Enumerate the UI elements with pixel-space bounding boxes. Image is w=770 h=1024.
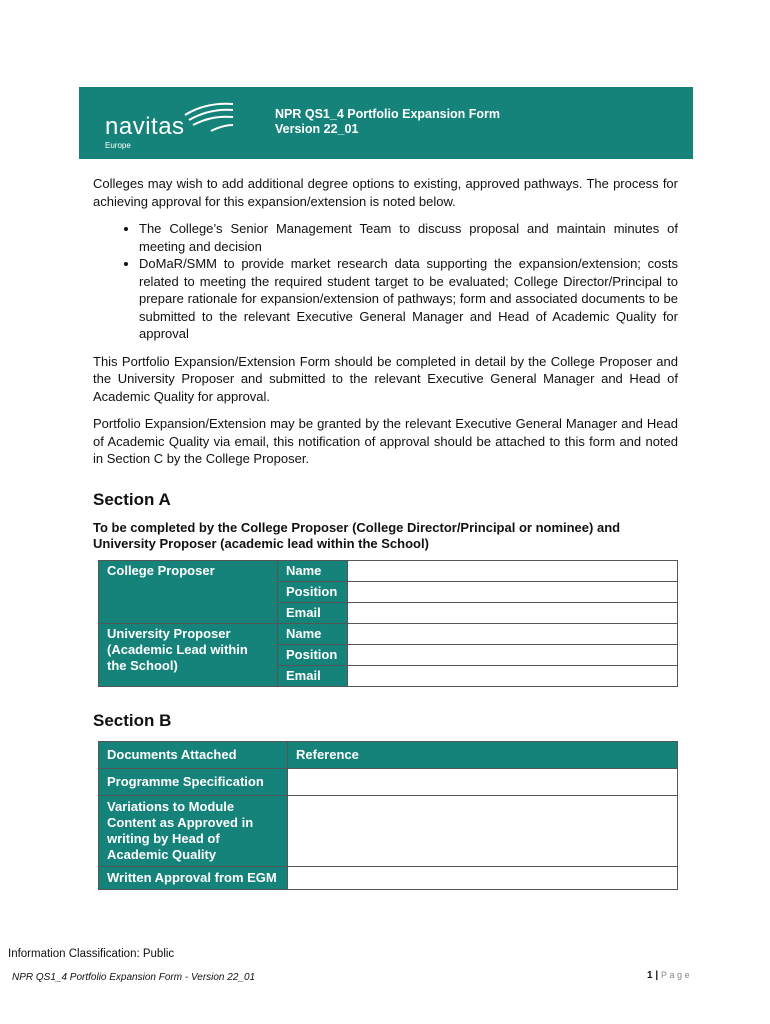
field-label-position: Position bbox=[278, 581, 348, 602]
process-item: • DoMaR/SMM to provide market research data supporting the expansion/extension; costs related to meeting the required student target to be evaluated; College Director/Principal to prepare rationale for expansion/extension of pathways; form and associated documents to be submitted to the relevant Executive General Manager and Head of Academic Quality for approval bbox=[139, 255, 678, 343]
field-label-name: Name bbox=[278, 623, 348, 644]
form-title-line1: NPR QS1_4 Portfolio Expansion Form bbox=[275, 107, 501, 121]
university-proposer-label: University Proposer (Academic Lead within the School) bbox=[99, 623, 278, 686]
documents-attached-header: Documents Attached bbox=[99, 741, 288, 768]
footer-doc-title: NPR QS1_4 Portfolio Expansion Form - Version 22_01 bbox=[12, 972, 256, 983]
approval-paragraph: Portfolio Expansion/Extension may be granted by the relevant Executive General Manager and Head of Academic Quality via email, this notification of approval should be attached to this form and noted in Section C by the College Proposer. bbox=[93, 416, 678, 466]
logo-subtitle: Europe bbox=[105, 141, 131, 150]
logo-swoosh-icon bbox=[183, 101, 235, 135]
doc-row-reference-input[interactable] bbox=[288, 795, 678, 866]
university-position-input[interactable] bbox=[348, 644, 678, 665]
college-proposer-label: College Proposer bbox=[99, 560, 278, 623]
field-label-name: Name bbox=[278, 560, 348, 581]
submission-paragraph: This Portfolio Expansion/Extension Form should be completed in detail by the College Proposer and the University Proposer and submitted to the relevant Executive General Manager and Head of Academic Quality for approval. bbox=[93, 353, 678, 404]
reference-header: Reference bbox=[288, 741, 678, 768]
doc-row-label: Variations to Module Content as Approved in writing by Head of Academic Quality bbox=[99, 795, 288, 866]
university-name-input[interactable] bbox=[348, 623, 678, 644]
section-b-title: Section B bbox=[93, 710, 172, 730]
form-version: Version 22_01 bbox=[275, 122, 359, 136]
navitas-logo bbox=[105, 101, 235, 151]
header-banner bbox=[79, 87, 693, 159]
information-classification: Information Classification: Public bbox=[8, 948, 175, 960]
field-label-email: Email bbox=[278, 602, 348, 623]
intro-paragraph: Colleges may wish to add additional degree options to existing, approved pathways. The process for achieving approval for this expansion/extension is noted below. bbox=[93, 176, 678, 209]
field-label-email: Email bbox=[278, 665, 348, 686]
field-label-position: Position bbox=[278, 644, 348, 665]
proposer-table bbox=[98, 560, 678, 687]
logo-wordmark: navitas bbox=[105, 113, 185, 140]
doc-row-reference-input[interactable] bbox=[288, 866, 678, 889]
university-email-input[interactable] bbox=[348, 665, 678, 686]
doc-row-reference-input[interactable] bbox=[288, 768, 678, 795]
page-separator: | bbox=[655, 970, 659, 981]
form-title bbox=[275, 107, 500, 137]
page-indicator bbox=[647, 970, 692, 981]
college-name-input[interactable] bbox=[348, 560, 678, 581]
documents-table bbox=[98, 741, 678, 890]
page-number: 1 bbox=[647, 970, 653, 981]
doc-row-label: Written Approval from EGM bbox=[99, 866, 288, 889]
section-a-subtitle: To be completed by the College Proposer (College Director/Principal or nominee) and University Proposer (academic lead within the School) bbox=[93, 519, 621, 551]
college-email-input[interactable] bbox=[348, 602, 678, 623]
process-item: • The College’s Senior Management Team to discuss proposal and maintain minutes of meeting and decision bbox=[139, 220, 678, 255]
doc-row-label: Programme Specification bbox=[99, 768, 288, 795]
document-body bbox=[93, 175, 678, 890]
section-a-title: Section A bbox=[93, 489, 171, 509]
process-list bbox=[93, 220, 678, 343]
page-word: Page bbox=[660, 970, 692, 980]
college-position-input[interactable] bbox=[348, 581, 678, 602]
